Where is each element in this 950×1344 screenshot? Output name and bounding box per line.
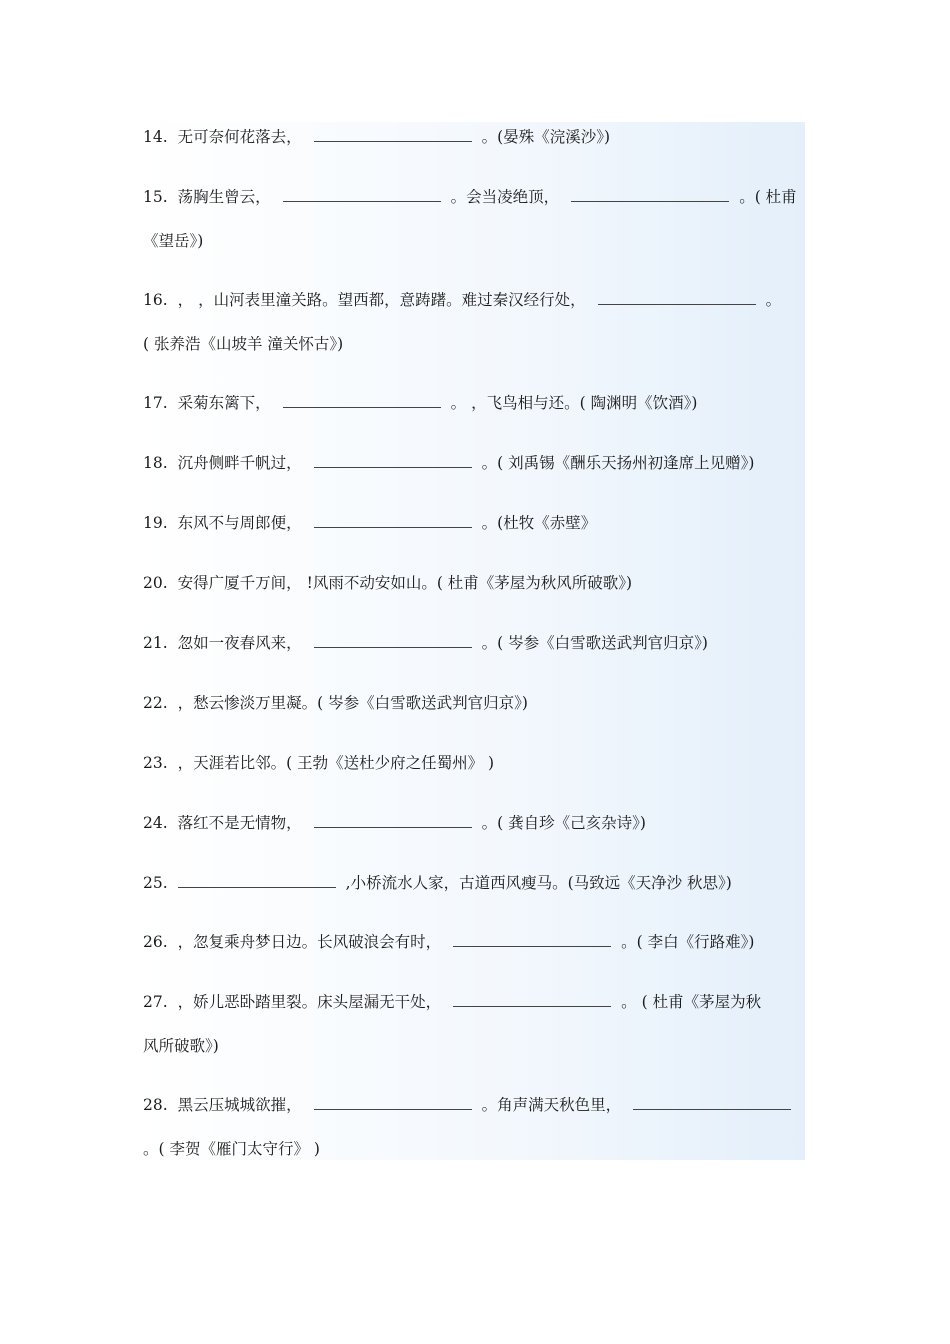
question-number: 15. — [143, 188, 168, 206]
question-21 — [143, 633, 811, 653]
question-27 — [143, 992, 811, 1056]
question-number: 18. — [143, 454, 168, 472]
question-line — [143, 992, 811, 1012]
question-text: 。 ( 杜甫《茅屋为秋 — [621, 993, 762, 1011]
answer-blank[interactable] — [571, 200, 729, 202]
question-text: 。(杜牧《赤壁》 — [481, 514, 597, 532]
question-text: ， ，山河表里潼关路。望西都，意踌躇。难过秦汉经行处， — [177, 291, 586, 309]
question-19 — [143, 513, 811, 533]
question-line-2: ( 张养浩《山坡羊 潼关怀古》) — [143, 335, 344, 353]
question-text: 无可奈何花落去， — [177, 128, 302, 146]
question-line — [143, 513, 811, 533]
question-18 — [143, 453, 811, 473]
question-text: 荡胸生曾云， — [177, 188, 271, 206]
answer-blank[interactable] — [453, 945, 611, 947]
question-15 — [143, 187, 811, 251]
question-line — [143, 633, 811, 653]
answer-blank[interactable] — [453, 1005, 611, 1007]
question-text: ，忽复乘舟梦日边。长风破浪会有时， — [177, 933, 442, 951]
question-25 — [143, 873, 811, 893]
question-number: 25. — [143, 874, 168, 892]
question-number: 21. — [143, 634, 168, 652]
question-text: 采菊东篱下， — [177, 394, 271, 412]
question-22 — [143, 693, 811, 713]
question-line — [143, 573, 811, 593]
question-26 — [143, 932, 811, 952]
question-text: 。( 刘禹锡《酬乐天扬州初逢席上见赠》) — [481, 454, 755, 472]
answer-blank[interactable] — [178, 886, 336, 888]
answer-blank[interactable] — [633, 1108, 791, 1110]
question-line-2: 《望岳》) — [143, 232, 204, 250]
question-28 — [143, 1095, 811, 1159]
question-number: 27. — [143, 993, 168, 1011]
question-number: 28. — [143, 1096, 168, 1114]
question-line — [143, 932, 811, 952]
question-line — [143, 127, 811, 147]
question-number: 19. — [143, 514, 168, 532]
question-text: ，娇儿恶卧踏里裂。床头屋漏无干处， — [177, 993, 442, 1011]
question-text: 忽如一夜春风来， — [177, 634, 302, 652]
question-23 — [143, 753, 811, 773]
question-text: 黑云压城城欲摧， — [177, 1096, 302, 1114]
question-17 — [143, 393, 811, 413]
answer-blank[interactable] — [314, 140, 472, 142]
question-text: ，天涯若比邻。( 王勃《送杜少府之任蜀州》 ) — [177, 754, 495, 772]
answer-blank[interactable] — [314, 1108, 472, 1110]
question-14 — [143, 127, 811, 147]
question-number: 16. — [143, 291, 168, 309]
question-number: 22. — [143, 694, 168, 712]
question-text: 。角声满天秋色里， — [481, 1096, 622, 1114]
question-line-2: 风所破歌》) — [143, 1037, 219, 1055]
question-line — [143, 393, 811, 413]
question-number: 24. — [143, 814, 168, 832]
question-text: ，愁云惨淡万里凝。( 岑参《白雪歌送武判官归京》) — [177, 694, 528, 712]
question-text: ,小桥流水人家，古道西风瘦马。(马致远《天净沙 秋思》) — [345, 874, 732, 892]
answer-blank[interactable] — [314, 466, 472, 468]
question-line — [143, 813, 811, 833]
question-text: 。( 李白《行路难》) — [621, 933, 755, 951]
question-line — [143, 693, 811, 713]
question-line — [143, 873, 811, 893]
question-number: 23. — [143, 754, 168, 772]
question-line — [143, 290, 811, 310]
question-line-2: 。( 李贺《雁门太守行》 ) — [143, 1140, 320, 1158]
question-text: 。( 龚自珍《己亥杂诗》) — [481, 814, 646, 832]
answer-blank[interactable] — [314, 526, 472, 528]
question-line — [143, 1095, 811, 1115]
question-text: 。 — [765, 291, 782, 309]
question-24 — [143, 813, 811, 833]
question-16 — [143, 290, 811, 354]
question-text: 东风不与周郎便， — [177, 514, 302, 532]
question-text: 安得广厦千万间， !风雨不动安如山。( 杜甫《茅屋为秋风所破歌》) — [177, 574, 633, 592]
answer-blank[interactable] — [314, 826, 472, 828]
question-number: 17. — [143, 394, 168, 412]
question-text: 。( 岑参《白雪歌送武判官归京》) — [481, 634, 708, 652]
question-number: 26. — [143, 933, 168, 951]
question-number: 14. — [143, 128, 168, 146]
question-20 — [143, 573, 811, 593]
question-text: 。(晏殊《浣溪沙》) — [481, 128, 611, 146]
question-text: 。 ，飞鸟相与还。( 陶渊明《饮酒》) — [450, 394, 698, 412]
question-line — [143, 453, 811, 473]
answer-blank[interactable] — [598, 303, 756, 305]
question-text: 落红不是无情物， — [177, 814, 302, 832]
answer-blank[interactable] — [283, 406, 441, 408]
question-text: 。( 杜甫 — [739, 188, 797, 206]
answer-blank[interactable] — [314, 646, 472, 648]
question-line — [143, 187, 811, 207]
question-text: 沉舟侧畔千帆过， — [177, 454, 302, 472]
answer-blank[interactable] — [283, 200, 441, 202]
question-line — [143, 753, 811, 773]
question-number: 20. — [143, 574, 168, 592]
question-text: 。会当凌绝顶， — [450, 188, 560, 206]
